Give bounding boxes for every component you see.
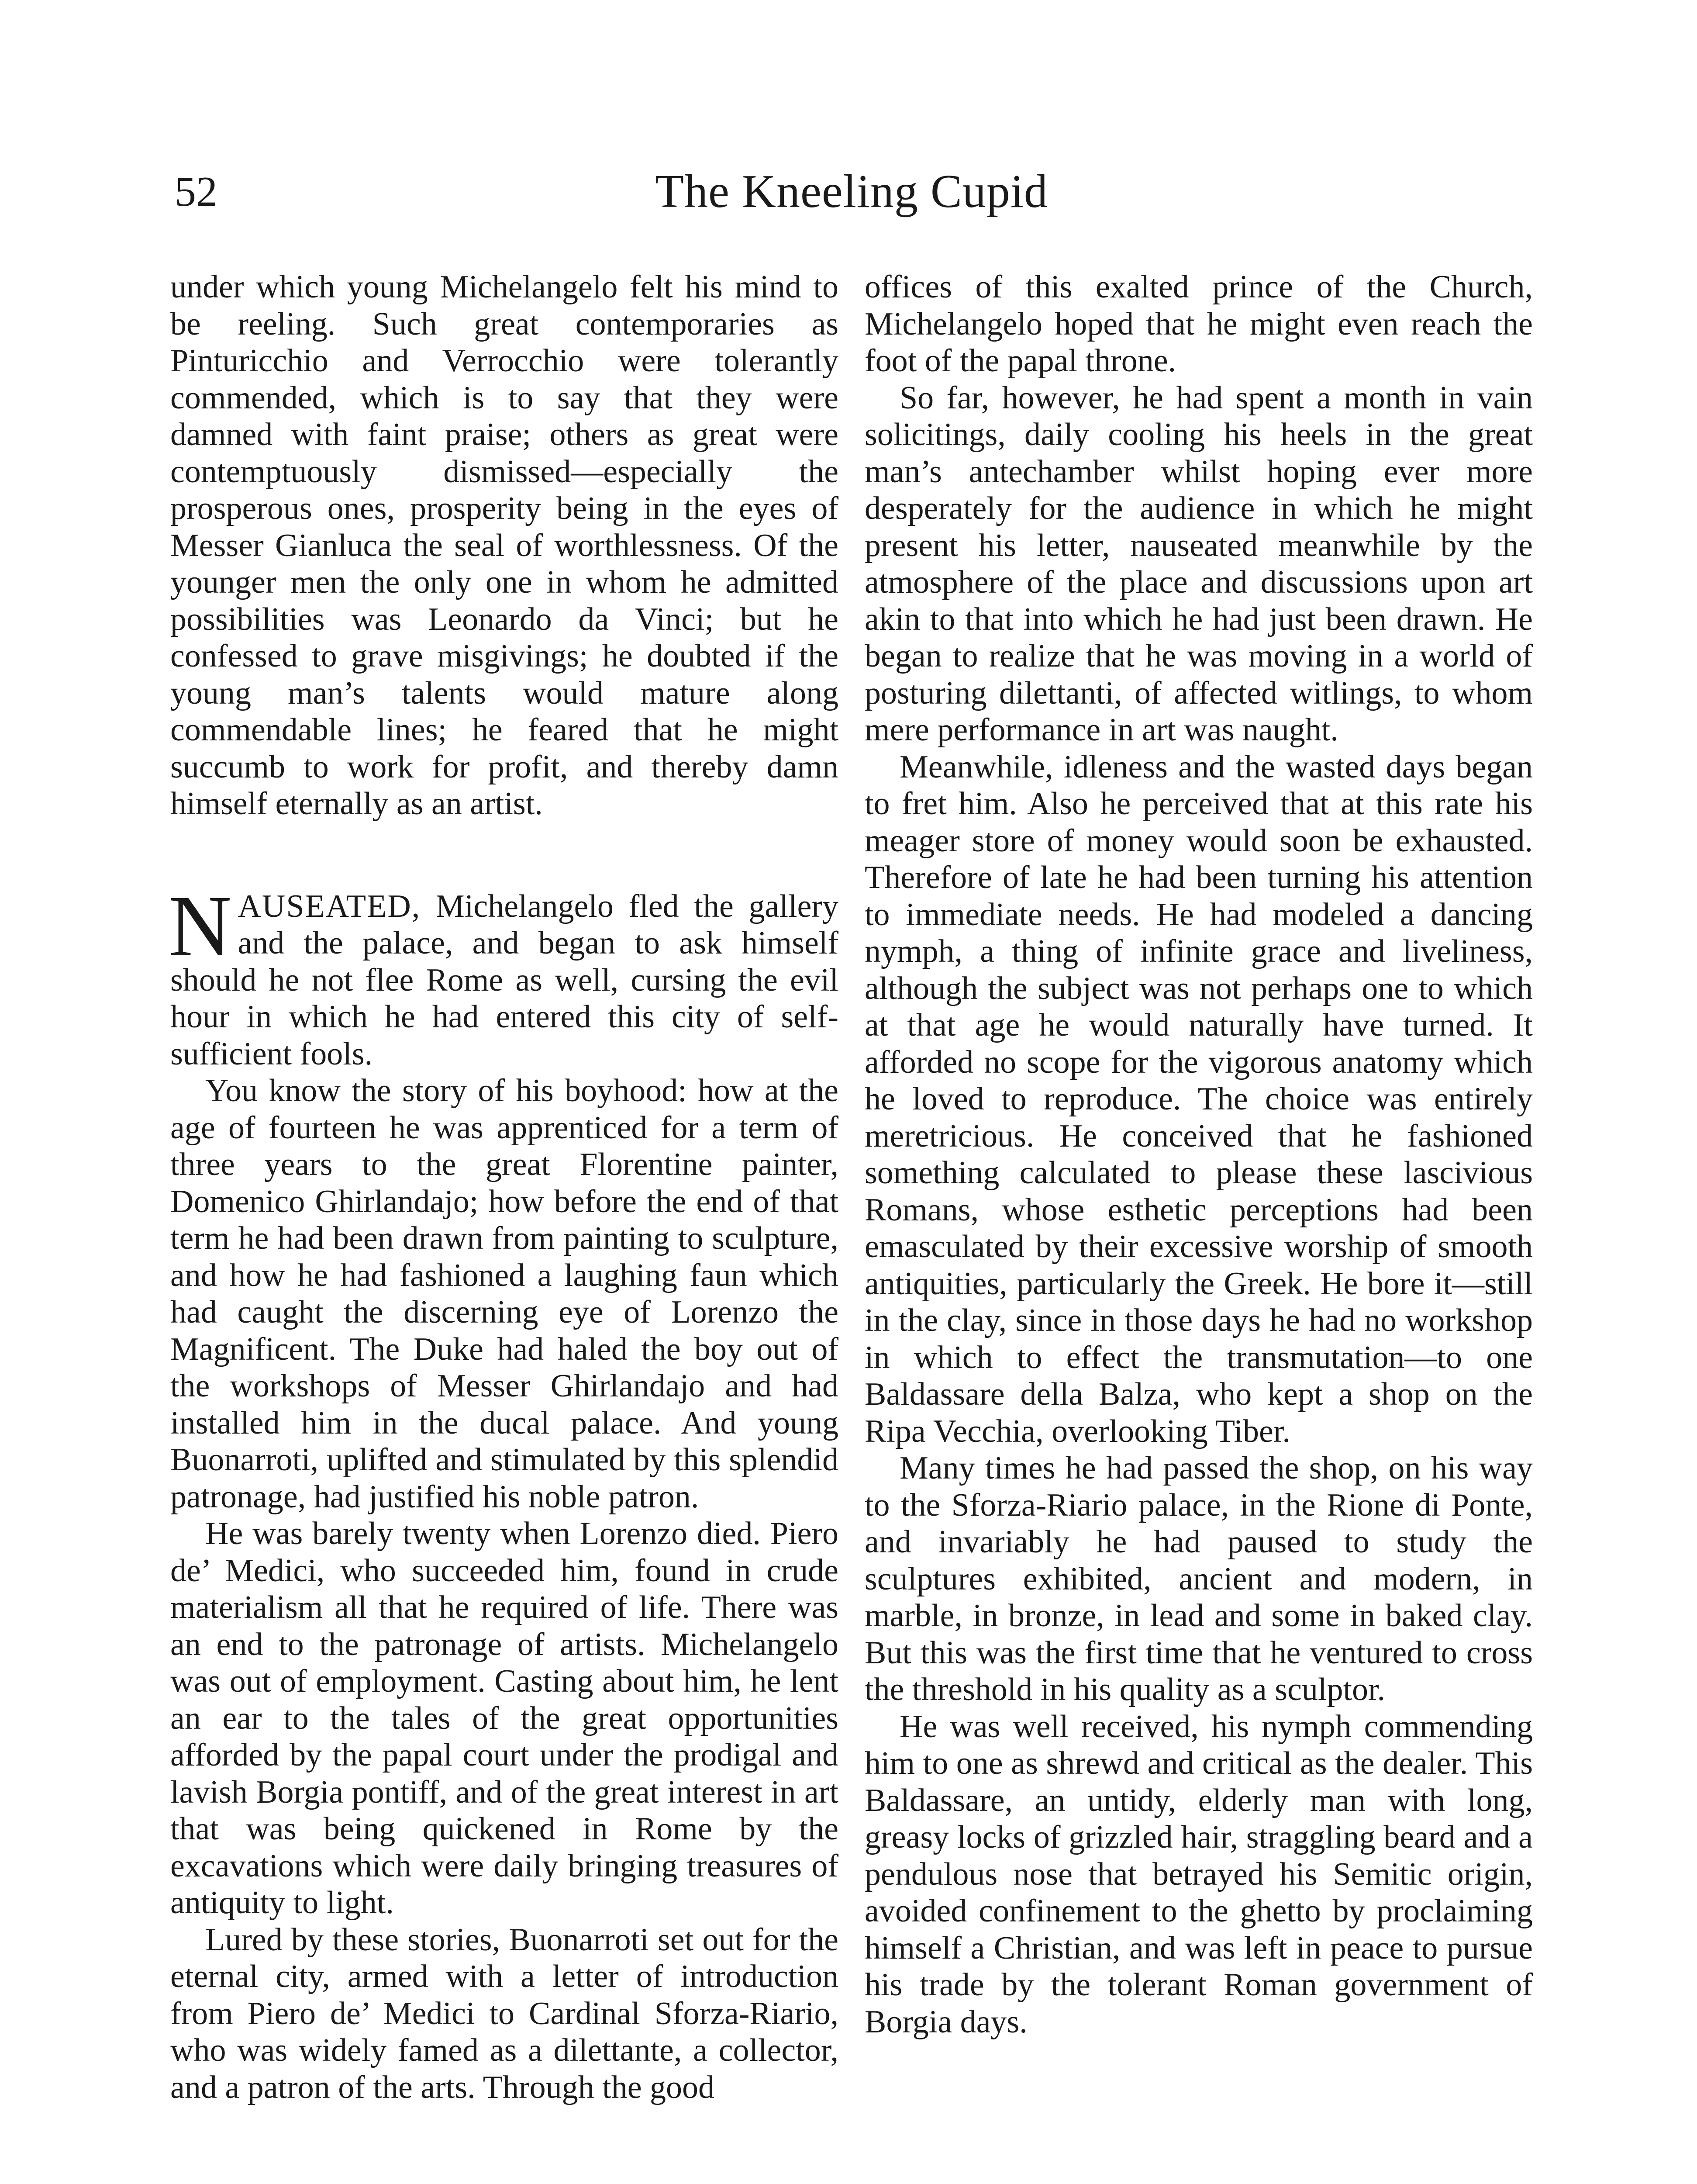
paragraph: So far, however, he had spent a month in vain solicitings, daily cooling his heels in the great man’s antechamber whilst hoping ever more desperately for the audience in which he might present his letter, nauseated meanwhile by the atmosphere of the place and discussions upon art akin to that into which he had just been drawn. He began to realize that he was moving in a world of posturing dilettanti, of affected witlings, to whom mere performance in art was naught. bbox=[865, 380, 1533, 748]
drop-cap: N bbox=[169, 878, 232, 975]
section-opening-text: Michelangelo fled the gallery and the palace, and began to ask himself should he not flee Rome as well, cursing the evil hour in which he had entered this city of self-sufficient fools. bbox=[170, 888, 838, 1072]
paragraph: He was barely twenty when Lorenzo died. Piero de’ Medici, who succeeded him, found in crude materialism all that he required of life. There was an end to the patronage of artists. Michelangelo was out of employment. Casting about him, he lent an ear to the tales of the great opportunities afforded by the papal court under the prodigal and lavish Borgia pontiff, and of the great interest in art that was being quickened in Rome by the excavations which were daily bringing treasures of antiquity to light. bbox=[170, 1516, 838, 1921]
paragraph: Meanwhile, idleness and the wasted days began to fret him. Also he perceived that at this rate his meager store of money would soon be exhausted. Therefore of late he had been turning his attention to immediate needs. He had modeled a dancing nymph, a thing of infinite grace and liveliness, although the subject was not perhaps one to which at that age he would naturally have turned. It afforded no scope for the vigorous anatomy which he loved to reproduce. The choice was entirely meretricious. He conceived that he fashioned something calculated to please these lascivious Romans, whose esthetic perceptions had been emasculated by their excessive worship of smooth antiquities, particularly the Greek. He bore it—still in the clay, since in those days he had no workshop in which to effect the transmutation—to one Baldassare della Balza, who kept a shop on the Ripa Vecchia, overlooking Tiber. bbox=[865, 749, 1533, 1449]
paragraph: Lured by these stories, Buonarroti set out for the eternal city, armed with a letter of introduction from Piero de’ Medici to Cardinal Sforza-Riario, who was widely famed as a dilettante, a collector, and a patron of the arts. Through the good bbox=[170, 1921, 838, 2105]
left-text-column bbox=[170, 269, 838, 2106]
paragraph: He was well received, his nymph commending him to one as shrewd and critical as the dealer. This Baldassare, an untidy, elderly man with long, greasy locks of grizzled hair, straggling beard and a pendulous nose that betrayed his Semitic origin, avoided confinement to the ghetto by proclaiming himself a Christian, and was left in peace to pursue his trade by the tolerant Roman government of Borgia days. bbox=[865, 1708, 1533, 2040]
right-text-column bbox=[865, 269, 1533, 2040]
lead-in-word: AUSEATED, bbox=[238, 888, 421, 924]
paragraph: offices of this exalted prince of the Church, Michelangelo hoped that he might even reach the foot of the papal throne. bbox=[865, 269, 1533, 379]
paragraph: You know the story of his boyhood: how at the age of fourteen he was apprenticed for a term of three years to the great Florentine painter, Domenico Ghirlandajo; how before the end of that term he had been drawn from painting to sculpture, and how he had fashioned a laughing faun which had caught the discerning eye of Lorenzo the Magnificent. The Duke had haled the boy out of the workshops of Messer Ghirlandajo and had installed him in the ducal palace. And young Buonarroti, uplifted and stimulated by this splendid patronage, had justified his noble patron. bbox=[170, 1073, 838, 1515]
paragraph: Many times he had passed the shop, on his way to the Sforza-Riario palace, in the Rione di Ponte, and invariably he had paused to study the sculptures exhibited, ancient and modern, in marble, in bronze, in lead and some in baked clay. But this was the first time that he ventured to cross the threshold in his quality as a sculptor. bbox=[865, 1450, 1533, 1707]
running-title: The Kneeling Cupid bbox=[655, 166, 1048, 218]
page-number: 52 bbox=[175, 168, 217, 215]
section-opening-paragraph bbox=[169, 878, 838, 1073]
paragraph: under which young Michelangelo felt his mind to be reeling. Such great contemporaries as Pinturicchio and Verrocchio were tolerantly commended, which is to say that they were damned with faint praise; others as great were contemptuously dismissed—especially the prosperous ones, prosperity being in the eyes of Messer Gianluca the seal of worthlessness. Of the younger men the only one in whom he admitted possibilities was Leonardo da Vinci; but he confessed to grave misgivings; he doubted if the young man’s talents would mature along commendable lines; he feared that he might succumb to work for profit, and thereby damn himself eternally as an artist. bbox=[170, 269, 838, 822]
